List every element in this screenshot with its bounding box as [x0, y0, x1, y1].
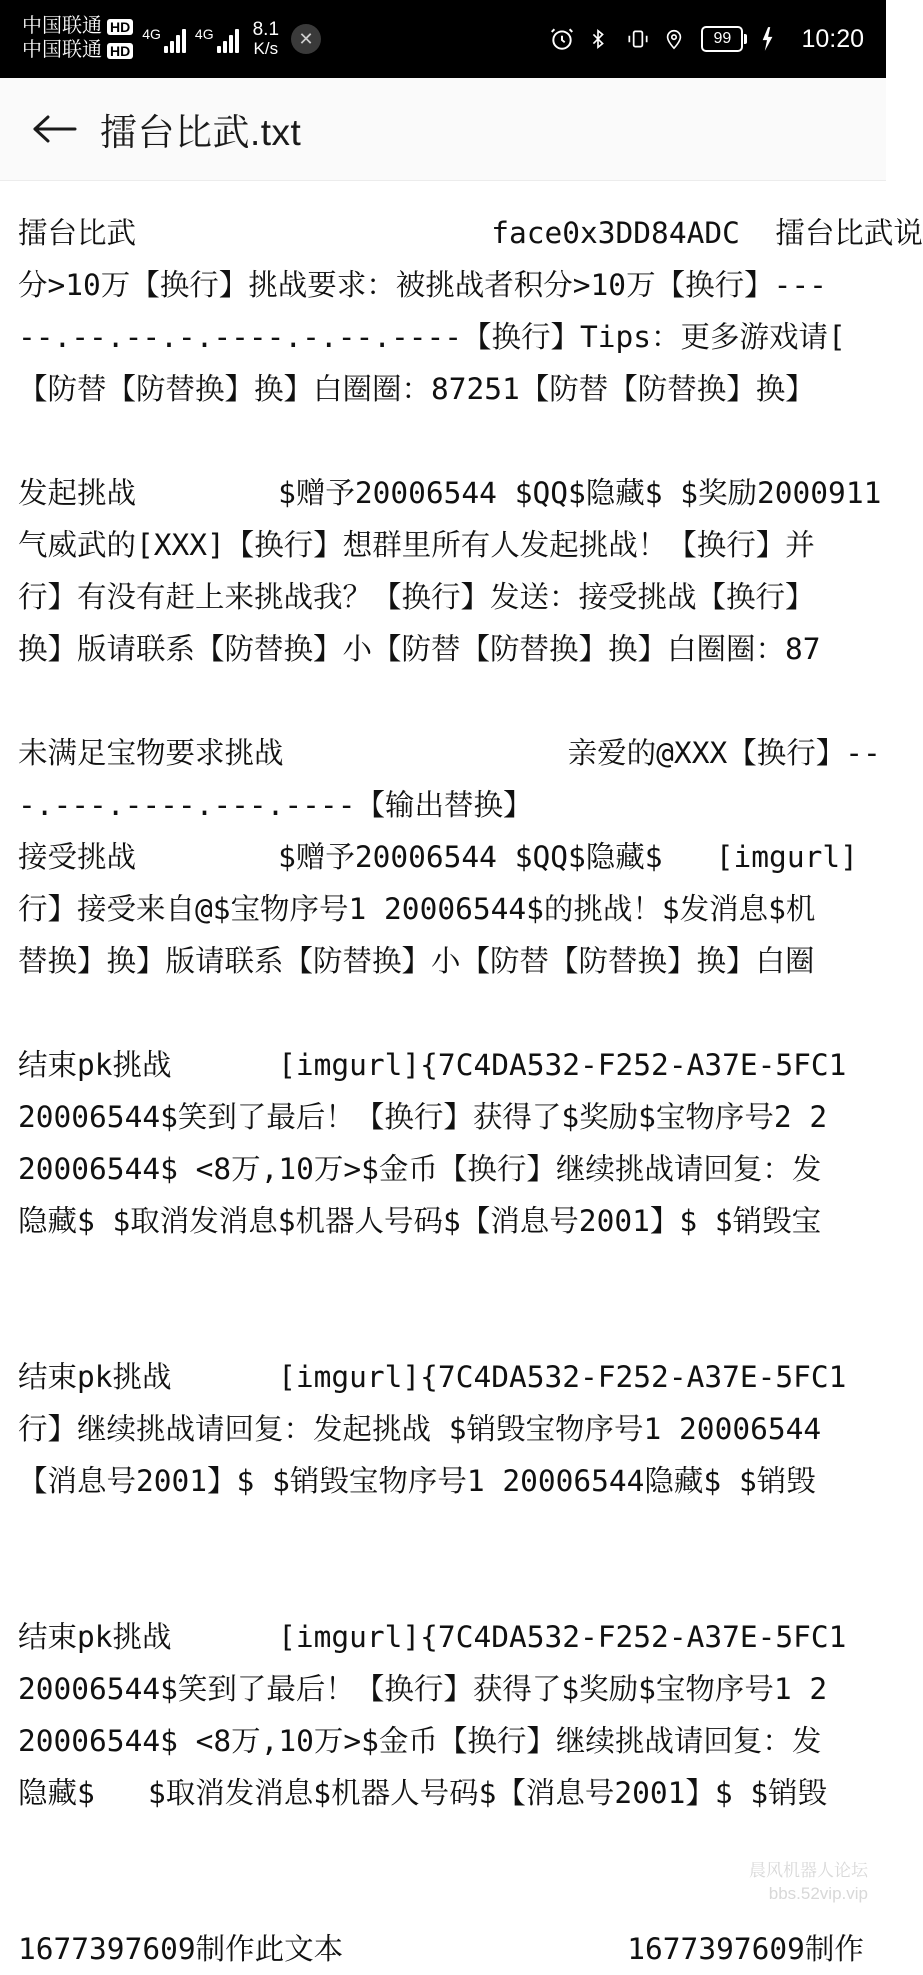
text-blank-line [18, 1247, 868, 1299]
text-line: -.---.----.---.----【输出替换】 [18, 788, 533, 822]
text-line: 行】继续挑战请回复：发起挑战 $销毁宝物序号1 20006544 [18, 1412, 822, 1446]
signal-bars-icon-2 [217, 27, 239, 53]
network-type-2: 4G [194, 25, 214, 42]
hd-badge-1: HD [107, 19, 133, 35]
text-line: 20006544$笑到了最后！【换行】获得了$奖励$宝物序号1 2 [18, 1672, 828, 1706]
text-blank-line [18, 1559, 868, 1611]
status-icons [549, 25, 864, 54]
text-line: 替换】换】版请联系【防替换】小【防替【防替换】换】白圈 [18, 944, 815, 978]
text-line: 20006544$ <8万,10万>$金币【换行】继续挑战请回复：发 [18, 1724, 822, 1758]
battery-tip [744, 34, 747, 44]
network-speed-value: 8.1 [252, 19, 280, 41]
app-bar [0, 78, 886, 181]
text-line: 【消息号2001】$ $销毁宝物序号1 20006544隐藏$ $销毁 [18, 1464, 816, 1498]
watermark-line-1: 晨风机器人论坛 [749, 1861, 868, 1881]
back-arrow-icon[interactable] [26, 101, 82, 157]
text-line: 行】接受来自@$宝物序号1 20006544$的挑战！$发消息$机 [18, 892, 816, 926]
text-line: 结束pk挑战 [imgurl]{7C4DA532-F252-A37E-5FC1 [18, 1620, 847, 1654]
text-blank-line [18, 987, 868, 1039]
text-line: 行】有没有赶上来挑战我？【换行】发送：接受挑战【换行】 [18, 580, 815, 614]
text-line: 未满足宝物要求挑战 亲爱的@XXX【换行】-- [18, 736, 881, 770]
text-line: 【防替【防替换】换】白圈圈：87251【防替【防替换】换】 [18, 372, 815, 406]
carrier-name-1: 中国联通 [22, 15, 102, 38]
status-bar [0, 0, 886, 78]
text-blank-line [18, 675, 868, 727]
signal-bars-icon-1 [164, 27, 186, 53]
text-line: 隐藏$ $取消发消息$机器人号码$【消息号2001】$ $销毁 [18, 1776, 828, 1810]
carrier-name-2: 中国联通 [22, 39, 102, 61]
text-blank-line [18, 1819, 868, 1871]
text-viewer[interactable] [0, 181, 923, 1966]
charging-bolt-icon [759, 26, 785, 52]
battery-indicator [701, 26, 747, 52]
text-line: 换】版请联系【防替换】小【防替【防替换】换】白圈圈：87 [18, 632, 821, 666]
text-line: 结束pk挑战 [imgurl]{7C4DA532-F252-A37E-5FC1 [18, 1360, 847, 1394]
text-line: 发起挑战 $赠予20006544 $QQ$隐藏$ $奖励2000911 [18, 476, 882, 510]
location-icon [663, 26, 689, 52]
text-line: 气威武的[XXX]【换行】想群里所有人发起挑战！【换行】并 [18, 528, 815, 562]
carrier-row-1 [22, 15, 133, 39]
text-line: --.--.--.-.----.-.--.----【换行】Tips：更多游戏请[ [18, 320, 846, 354]
text-blank-line [18, 1299, 868, 1351]
text-line: 分>10万【换行】挑战要求：被挑战者积分>10万【换行】--- [18, 268, 827, 302]
page-title: 擂台比武.txt [100, 112, 302, 153]
text-line: 1677397609制作此文本 1677397609制作 [18, 1932, 864, 1966]
alarm-icon [549, 26, 575, 52]
text-line: 20006544$ <8万,10万>$金币【换行】继续挑战请回复：发 [18, 1152, 822, 1186]
watermark-line-2: bbs.52vip.vip [768, 1884, 868, 1904]
signal-group-2 [195, 26, 239, 53]
status-clock: 10:20 [801, 24, 864, 53]
bluetooth-icon [587, 26, 613, 52]
text-line: 隐藏$ $取消发消息$机器人号码$【消息号2001】$ $销毁宝 [18, 1204, 822, 1238]
carrier-row-2 [22, 39, 133, 63]
text-line: 擂台比武 face0x3DD84ADC 擂台比武说 [18, 216, 923, 250]
text-line: 结束pk挑战 [imgurl]{7C4DA532-F252-A37E-5FC1 [18, 1048, 847, 1082]
text-blank-line [18, 1507, 868, 1559]
text-blank-line [18, 415, 868, 467]
network-speed-unit: K/s [253, 39, 279, 59]
text-line: 接受挑战 $赠予20006544 $QQ$隐藏$ [imgurl] [18, 840, 858, 874]
x-circle-icon: ✕ [291, 24, 321, 54]
battery-level: 99 [701, 26, 743, 52]
document-text [18, 207, 923, 1975]
carrier-info [22, 15, 133, 62]
vibrate-icon [625, 26, 651, 52]
signal-group-1 [142, 26, 186, 53]
network-type-1: 4G [142, 25, 161, 42]
text-blank-line [18, 1871, 868, 1923]
network-speed [253, 20, 279, 58]
text-line: 20006544$笑到了最后！【换行】获得了$奖励$宝物序号2 2 [18, 1100, 828, 1134]
hd-badge-2: HD [107, 43, 133, 59]
